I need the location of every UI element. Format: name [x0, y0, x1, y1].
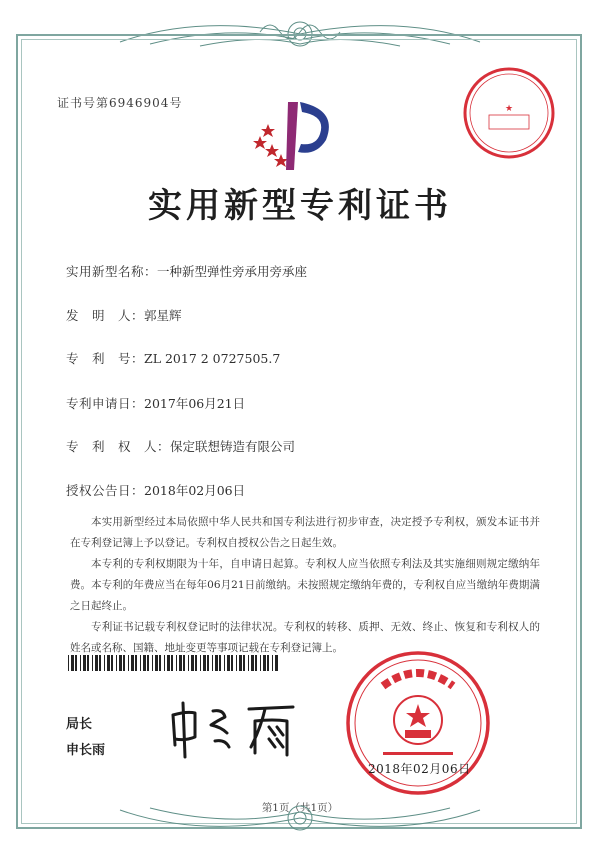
field-label: 专利申请日：: [66, 396, 145, 411]
legal-text: [70, 512, 540, 659]
svg-text:★: ★: [504, 104, 514, 114]
field-value: 保定联想铸造有限公司: [170, 439, 296, 454]
field-value: 2017年06月21日: [144, 396, 246, 411]
field-label: 专 利 号：: [66, 351, 145, 366]
field-utility-model-name: [66, 262, 307, 280]
page-title: 实用新型专利证书: [148, 186, 452, 226]
legal-paragraph: 专利证书记载专利权登记时的法律状况。专利权的转移、质押、无效、终止、恢复和专利权人的姓名或名称、国籍、地址变更等事项记载在专利登记簿上。: [70, 621, 540, 654]
barcode-icon: [68, 655, 278, 671]
director-block: [66, 712, 105, 764]
certificate-number: 证书号第6946904号: [57, 96, 183, 110]
patent-office-logo-icon: [246, 92, 346, 172]
small-seal-icon: [461, 65, 557, 161]
seal-date: 2018年02月06日: [368, 762, 471, 776]
director-title: 局长: [66, 717, 93, 732]
field-inventor: [66, 306, 182, 324]
field-value: 一种新型弹性旁承用旁承座: [157, 264, 308, 279]
field-patent-number: [66, 349, 280, 367]
field-application-date: [66, 394, 245, 412]
field-label: 发 明 人：: [66, 308, 145, 323]
legal-paragraph: 本实用新型经过本局依照中华人民共和国专利法进行初步审查，决定授予专利权，颁发本证书并在专利登记簿上予以登记。专利权自授权公告之日起生效。: [70, 516, 540, 549]
field-grant-date: [66, 481, 245, 499]
legal-paragraph: 本专利的专利权期限为十年，自申请日起算。专利权人应当依照专利法及其实施细则规定缴纳年费。本专利的年费应当在每年06月21日前缴纳。未按照规定缴纳年费的，专利权自应当缴纳年费期满之日起终止。: [70, 558, 540, 612]
bottom-ornament: [0, 788, 600, 842]
field-value: 2018年02月06日: [144, 483, 246, 498]
field-value: ZL 2017 2 0727505.7: [144, 351, 281, 366]
field-label: 专 利 权 人：: [66, 439, 171, 454]
director-name: 申长雨: [66, 743, 106, 758]
field-value: 郭星辉: [144, 308, 182, 323]
field-label: 授权公告日：: [66, 483, 145, 498]
field-label: 实用新型名称：: [66, 264, 158, 279]
page-number: 第1页（共1页）: [261, 802, 339, 814]
field-patentee: [66, 437, 295, 455]
handwritten-signature-icon: [165, 697, 305, 761]
